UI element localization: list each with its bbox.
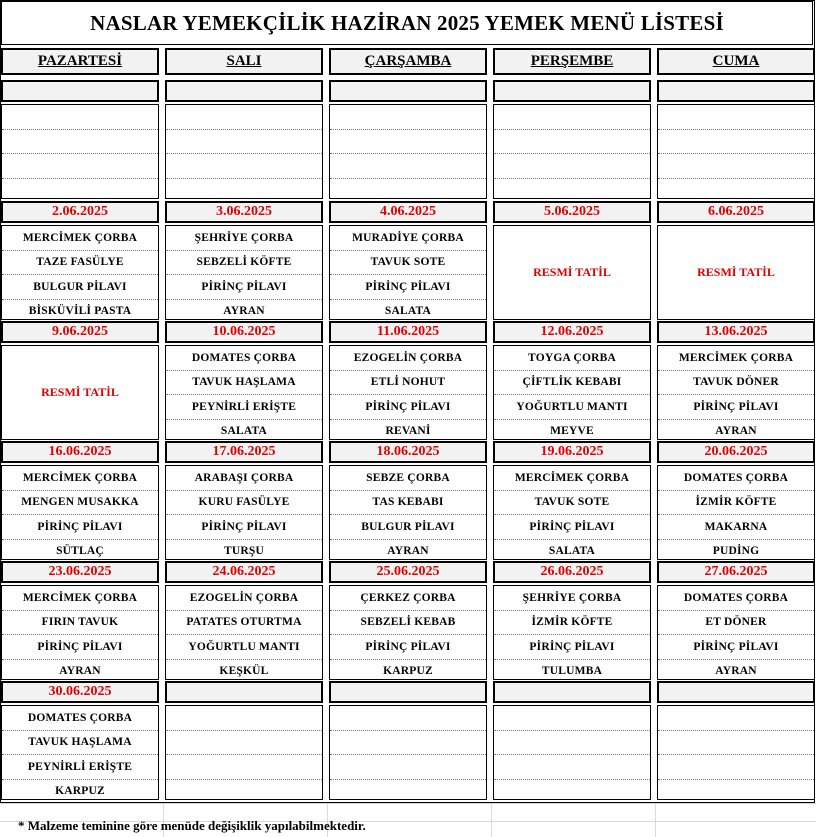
date-cell: 3.06.2025 [165, 201, 323, 223]
menu-item: ARABAŞI ÇORBA [166, 466, 322, 491]
day-header: CUMA [657, 48, 815, 75]
menu-item: TAVUK HAŞLAMA [2, 731, 158, 756]
menu-item: DOMATES ÇORBA [2, 706, 158, 731]
date-cell: 27.06.2025 [657, 561, 815, 583]
menu-item: ŞEHRİYE ÇORBA [494, 586, 650, 611]
menu-item: PİRİNÇ PİLAVI [2, 515, 158, 540]
menu-item: KARPUZ [55, 785, 105, 798]
menu-item: TAVUK HAŞLAMA [166, 371, 322, 396]
date-cell: 20.06.2025 [657, 441, 815, 463]
date-cell [165, 681, 323, 703]
date-cell [657, 681, 815, 703]
menu-item: ŞEHRİYE ÇORBA [166, 226, 322, 251]
menu-cell [165, 104, 323, 199]
menu-cell [165, 705, 323, 800]
day-header: PERŞEMBE [493, 48, 651, 75]
menu-item: DOMATES ÇORBA [658, 586, 814, 611]
menu-item: TULUMBA [541, 665, 603, 678]
menu-item: SALATA [384, 305, 432, 318]
menu-item [494, 706, 650, 731]
menu-item [658, 154, 814, 179]
date-cell [165, 80, 323, 102]
holiday-cell: RESMİ TATİL [657, 225, 815, 320]
menu-cell [329, 705, 487, 800]
menu-cell [329, 465, 487, 560]
menu-item: ÇERKEZ ÇORBA [330, 586, 486, 611]
date-cell: 19.06.2025 [493, 441, 651, 463]
menu-item: AYRAN [59, 665, 101, 678]
date-cell: 13.06.2025 [657, 321, 815, 343]
menu-item [2, 179, 158, 203]
date-cell: 6.06.2025 [657, 201, 815, 223]
date-cell: 11.06.2025 [329, 321, 487, 343]
menu-item: ET DÖNER [658, 611, 814, 636]
menu-cell [1, 104, 159, 199]
menu-item [330, 154, 486, 179]
menu-item [658, 130, 814, 155]
menu-item: MENGEN MUSAKKA [2, 491, 158, 516]
menu-item: BULGUR PİLAVI [2, 275, 158, 300]
menu-item: PİRİNÇ PİLAVI [494, 635, 650, 660]
menu-cell [657, 585, 815, 680]
menu-item [494, 105, 650, 130]
menu-cell [657, 465, 815, 560]
menu-item: TAVUK SOTE [494, 491, 650, 516]
menu-item: MERCİMEK ÇORBA [494, 466, 650, 491]
menu-item: BULGUR PİLAVI [330, 515, 486, 540]
menu-item: KEŞKÜL [219, 665, 269, 678]
menu-item: KURU FASÜLYE [166, 491, 322, 516]
menu-item [166, 154, 322, 179]
menu-item [494, 731, 650, 756]
menu-item: MERCİMEK ÇORBA [2, 226, 158, 251]
menu-cell [1, 465, 159, 560]
menu-item: MERCİMEK ÇORBA [2, 466, 158, 491]
date-cell [493, 80, 651, 102]
date-cell [493, 681, 651, 703]
menu-item: MURADİYE ÇORBA [330, 226, 486, 251]
date-cell: 12.06.2025 [493, 321, 651, 343]
date-cell: 9.06.2025 [1, 321, 159, 343]
menu-item [166, 130, 322, 155]
date-cell: 18.06.2025 [329, 441, 487, 463]
menu-item [166, 731, 322, 756]
menu-item: PATATES OTURTMA [166, 611, 322, 636]
menu-cell [657, 104, 815, 199]
menu-item [330, 755, 486, 780]
menu-item: SÜTLAÇ [56, 545, 104, 558]
menu-item: MERCİMEK ÇORBA [2, 586, 158, 611]
menu-item [330, 706, 486, 731]
menu-item: TAZE FASÜLYE [2, 251, 158, 276]
menu-cell [329, 225, 487, 320]
menu-item: YOĞURTLU MANTI [494, 395, 650, 420]
menu-item: TAVUK DÖNER [658, 371, 814, 396]
menu-item: İZMİR KÖFTE [658, 491, 814, 516]
menu-item: TAS KEBABI [330, 491, 486, 516]
date-cell: 2.06.2025 [1, 201, 159, 223]
menu-item [330, 780, 486, 804]
menu-item: TOYGA ÇORBA [494, 346, 650, 371]
menu-cell [329, 104, 487, 199]
date-cell [1, 80, 159, 102]
menu-item: PİRİNÇ PİLAVI [494, 515, 650, 540]
page-title: NASLAR YEMEKÇİLİK HAZİRAN 2025 YEMEK MENÜ LİSTESİ [1, 1, 813, 45]
menu-item: AYRAN [223, 305, 265, 318]
menu-item: PİRİNÇ PİLAVI [2, 635, 158, 660]
menu-cell [493, 465, 651, 560]
menu-item [166, 105, 322, 130]
menu-item [330, 130, 486, 155]
menu-item: MERCİMEK ÇORBA [658, 346, 814, 371]
menu-item: DOMATES ÇORBA [658, 466, 814, 491]
date-cell: 24.06.2025 [165, 561, 323, 583]
menu-item [330, 731, 486, 756]
menu-cell [165, 465, 323, 560]
menu-item [494, 179, 650, 203]
menu-cell [493, 104, 651, 199]
menu-cell [165, 225, 323, 320]
date-cell: 16.06.2025 [1, 441, 159, 463]
menu-cell [493, 585, 651, 680]
holiday-cell: RESMİ TATİL [1, 345, 159, 440]
date-cell: 10.06.2025 [165, 321, 323, 343]
menu-cell [329, 345, 487, 440]
day-header: ÇARŞAMBA [329, 48, 487, 75]
menu-item: PİRİNÇ PİLAVI [658, 635, 814, 660]
menu-item [658, 179, 814, 203]
menu-item [658, 755, 814, 780]
menu-item: İZMİR KÖFTE [494, 611, 650, 636]
menu-cell [1, 705, 159, 800]
menu-item: DOMATES ÇORBA [166, 346, 322, 371]
day-header: SALI [165, 48, 323, 75]
menu-item [166, 179, 322, 203]
menu-item: KARPUZ [383, 665, 433, 678]
menu-item [2, 105, 158, 130]
holiday-cell: RESMİ TATİL [493, 225, 651, 320]
date-cell: 26.06.2025 [493, 561, 651, 583]
date-cell: 30.06.2025 [1, 681, 159, 703]
date-cell [329, 681, 487, 703]
menu-cell [657, 705, 815, 800]
menu-item [658, 731, 814, 756]
menu-item [166, 755, 322, 780]
menu-item [2, 130, 158, 155]
menu-item [166, 780, 322, 804]
menu-item: PİRİNÇ PİLAVI [166, 275, 322, 300]
menu-item: PEYNİRLİ ERİŞTE [166, 395, 322, 420]
date-cell: 25.06.2025 [329, 561, 487, 583]
menu-item: PİRİNÇ PİLAVI [166, 515, 322, 540]
menu-item: ETLİ NOHUT [330, 371, 486, 396]
menu-cell [165, 585, 323, 680]
menu-item: ÇİFTLİK KEBABI [494, 371, 650, 396]
menu-item: MAKARNA [658, 515, 814, 540]
menu-item: TURŞU [224, 545, 264, 558]
date-cell [657, 80, 815, 102]
menu-item [494, 130, 650, 155]
menu-item: MEYVE [550, 425, 594, 438]
menu-cell [1, 585, 159, 680]
menu-item: BİSKÜVİLİ PASTA [28, 305, 132, 318]
menu-item [494, 780, 650, 804]
menu-item [330, 105, 486, 130]
menu-cell [493, 705, 651, 800]
menu-item: EZOGELİN ÇORBA [330, 346, 486, 371]
menu-item: PİRİNÇ PİLAVI [330, 275, 486, 300]
menu-item [2, 154, 158, 179]
menu-item: AYRAN [715, 425, 757, 438]
menu-item: SALATA [548, 545, 596, 558]
menu-item: PİRİNÇ PİLAVI [658, 395, 814, 420]
menu-item: PİRİNÇ PİLAVI [330, 395, 486, 420]
date-cell: 17.06.2025 [165, 441, 323, 463]
menu-item: SEBZE ÇORBA [330, 466, 486, 491]
menu-item: AYRAN [387, 545, 429, 558]
menu-cell [1, 225, 159, 320]
menu-item: YOĞURTLU MANTI [166, 635, 322, 660]
footnote: * Malzeme teminine göre menüde değişiklik yapılabilmektedir. [18, 818, 366, 833]
menu-cell [165, 345, 323, 440]
menu-item [330, 179, 486, 203]
menu-item [658, 105, 814, 130]
menu-item: PEYNİRLİ ERİŞTE [2, 755, 158, 780]
menu-item: PUDİNG [712, 545, 760, 558]
day-header: PAZARTESİ [1, 48, 159, 75]
menu-item [658, 706, 814, 731]
menu-item: EZOGELİN ÇORBA [166, 586, 322, 611]
menu-cell [493, 345, 651, 440]
date-cell [329, 80, 487, 102]
menu-cell [329, 585, 487, 680]
menu-item: SALATA [220, 425, 268, 438]
date-cell: 4.06.2025 [329, 201, 487, 223]
date-cell: 5.06.2025 [493, 201, 651, 223]
menu-item: TAVUK SOTE [330, 251, 486, 276]
date-cell: 23.06.2025 [1, 561, 159, 583]
menu-item: SEBZELİ KEBAB [330, 611, 486, 636]
menu-item: PİRİNÇ PİLAVI [330, 635, 486, 660]
menu-item [494, 755, 650, 780]
menu-item: SEBZELİ KÖFTE [166, 251, 322, 276]
menu-item: AYRAN [715, 665, 757, 678]
menu-cell [657, 345, 815, 440]
menu-item [166, 706, 322, 731]
menu-item [494, 154, 650, 179]
menu-item: FIRIN TAVUK [2, 611, 158, 636]
menu-item: REVANİ [385, 425, 431, 438]
menu-item [658, 780, 814, 804]
